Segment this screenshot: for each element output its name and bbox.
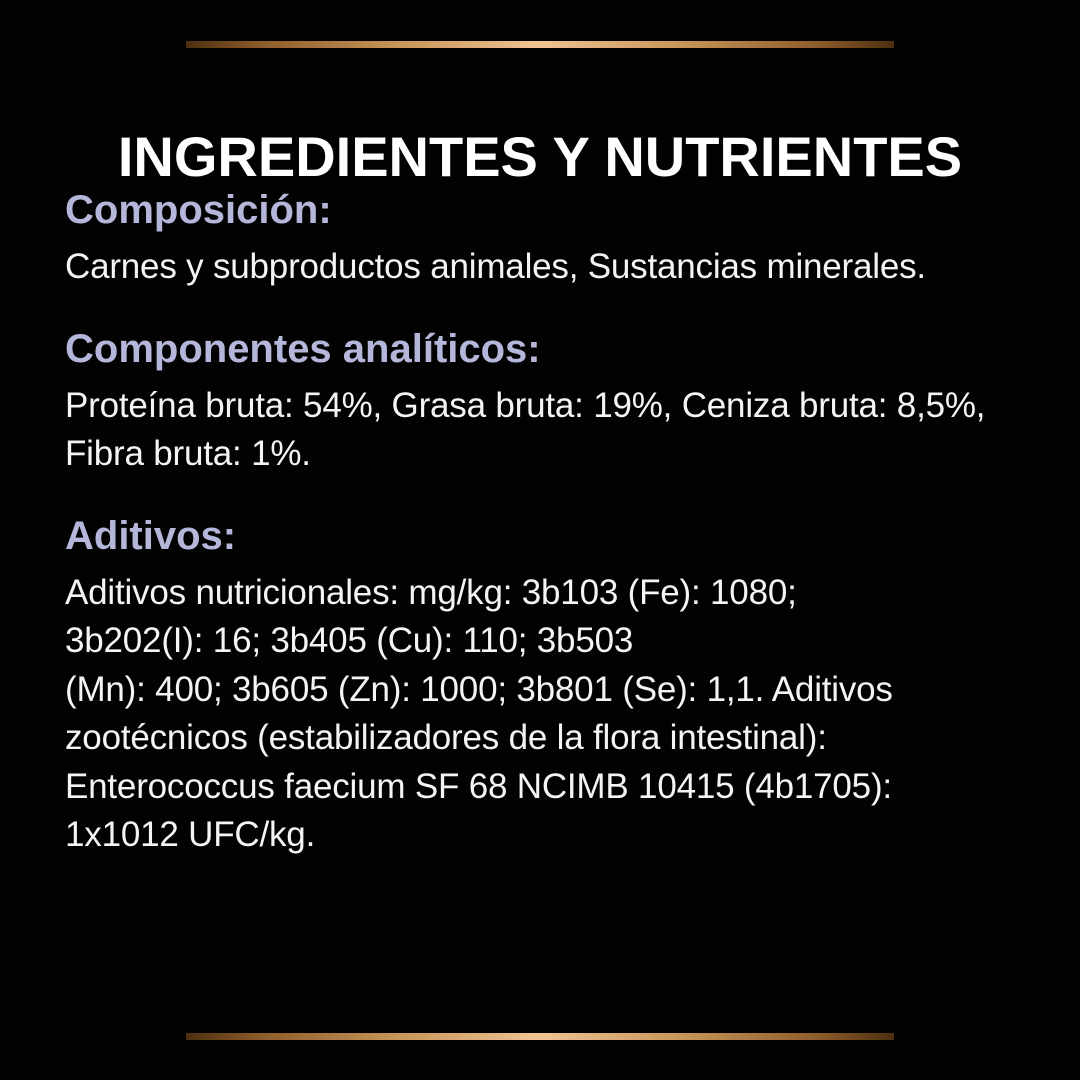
body-line: Carnes y subproductos animales, Sustancias minerales. [65,247,926,286]
section-body-componentes-analiticos [65,382,1040,479]
body-line: Aditivos nutricionales: mg/kg: 3b103 (Fe): 1080; [65,572,797,612]
section-componentes-analiticos [65,325,1040,479]
body-line: 1x1012 UFC/kg. [65,815,316,854]
body-line: (Mn): 400; 3b605 (Zn): 1000; 3b801 (Se): 1,1. Aditivos [65,669,893,709]
section-heading-aditivos: Aditivos: [65,513,237,558]
section-heading-componentes-analiticos: Componentes analíticos: [65,326,541,371]
page-title: INGREDIENTES Y NUTRIENTES [117,124,963,188]
body-line: Proteína bruta: 54%, Grasa bruta: 19%, Ceniza bruta: 8,5%, [65,385,986,425]
content-area [65,186,1040,860]
body-line: zootécnicos (estabilizadores de la flora intestinal): [65,718,827,757]
section-heading-composicion: Composición: [65,188,332,232]
body-line: Fibra bruta: 1%. [65,434,311,473]
section-composicion [65,186,1040,292]
section-body-composicion [65,243,1040,292]
body-line: 3b202(I): 16; 3b405 (Cu): 110; 3b503 [65,621,634,660]
section-aditivos [65,512,1040,860]
body-line: Enterococcus faecium SF 68 NCIMB 10415 (4b1705): [65,766,892,806]
section-body-aditivos [65,569,1040,860]
top-divider-bar [186,41,894,48]
bottom-divider-bar [186,1033,894,1040]
